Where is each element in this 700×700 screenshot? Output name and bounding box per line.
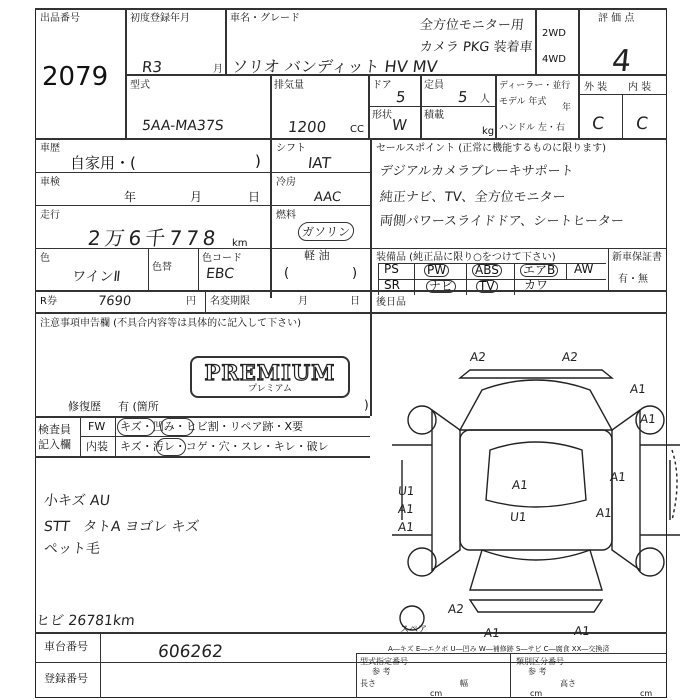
yen-unit: 円 bbox=[186, 296, 196, 307]
sales-line-1: デジアルカメラブレーキサポート bbox=[379, 164, 575, 179]
score-value: 4 bbox=[610, 44, 633, 79]
reg-label: 登録番号 bbox=[44, 672, 88, 685]
equip-pw: PW bbox=[424, 264, 449, 277]
inspection-day: 日 bbox=[248, 190, 261, 204]
damage-mark: A1 bbox=[397, 502, 415, 516]
lot-number: 2079 bbox=[42, 62, 109, 92]
mileage-label: 走行 bbox=[40, 210, 60, 221]
name-change-label: 名変期限 bbox=[210, 296, 250, 307]
chassis-label: 車台番号 bbox=[44, 640, 88, 653]
equip-abs: ABS bbox=[472, 264, 502, 277]
sales-line-2: 純正ナビ、TV、全方位モニター bbox=[379, 190, 567, 205]
displacement-label: 排気量 bbox=[274, 80, 304, 91]
sales-label: セールスポイント (正常に機能するものに限ります) bbox=[376, 143, 607, 154]
seats-label: 定員 bbox=[424, 80, 444, 91]
model-label: 型式 bbox=[130, 80, 150, 91]
history-close: ) bbox=[255, 152, 261, 170]
exterior-value: C bbox=[590, 114, 605, 134]
equip-ps: PS bbox=[384, 262, 399, 276]
damage-mark: A1 bbox=[483, 626, 501, 640]
fw-items: キズ・凹み・ヒビ割・リペア跡・X要 bbox=[120, 420, 304, 433]
fw-label: FW bbox=[88, 420, 106, 433]
color-label: 色 bbox=[40, 253, 50, 264]
light-oil: 軽 油 bbox=[304, 249, 330, 262]
exterior-label: 外 装 bbox=[584, 82, 608, 93]
damage-mark: A1 bbox=[629, 382, 647, 396]
year-unit: 年 bbox=[562, 103, 572, 113]
inspection-year: 年 bbox=[124, 190, 137, 204]
repair-value: 有 (箇所 bbox=[118, 400, 159, 413]
damage-mark: A1 bbox=[511, 478, 529, 492]
handle-label: ハンドル 左・右 bbox=[499, 123, 565, 133]
shape-value: W bbox=[391, 116, 408, 134]
equip-aw: AW bbox=[574, 262, 594, 276]
interior-value: C bbox=[634, 114, 649, 134]
inspector-label: 検査員 記入欄 bbox=[38, 423, 71, 451]
damage-mark: U1 bbox=[509, 510, 528, 524]
fw-ring-1 bbox=[117, 418, 155, 436]
category-label: 類別区分番号 bbox=[516, 657, 564, 666]
color-value: ワインⅡ bbox=[71, 269, 122, 285]
person-unit: 人 bbox=[480, 94, 490, 105]
inspection-label: 車検 bbox=[40, 177, 60, 188]
damage-legend: A―キズ E―エクボ U―凹み W―補修跡 S―サビ C―腐食 XX―交換済 bbox=[388, 645, 610, 653]
damage-mark: A2 bbox=[469, 350, 487, 364]
recycle-value: 7690 bbox=[97, 294, 132, 309]
score-label: 評 価 点 bbox=[598, 13, 635, 24]
damage-mark: U1 bbox=[397, 484, 416, 498]
width-label: 幅 bbox=[460, 679, 468, 688]
damage-mark: A1 bbox=[595, 506, 613, 520]
displacement-value: 1200 bbox=[287, 118, 328, 136]
km-unit: km bbox=[232, 238, 248, 249]
first-reg-value: R3 bbox=[141, 58, 163, 76]
inspector-note-4: ヒビ 26781km bbox=[35, 613, 136, 629]
car-outline bbox=[372, 300, 700, 640]
damage-mark: A1 bbox=[573, 624, 591, 638]
grade-note-2: カメラ PKG 装着車 bbox=[419, 40, 534, 55]
inspection-month: 月 bbox=[190, 190, 203, 204]
ac-label: 冷房 bbox=[276, 177, 296, 188]
fuel-label: 燃料 bbox=[276, 210, 296, 221]
cc-unit: CC bbox=[350, 124, 364, 135]
inspector-note-2: STT タトA ヨゴレ キズ bbox=[43, 519, 201, 535]
inspector-note-3: ペット毛 bbox=[43, 541, 101, 557]
mileage-value: 2万6千778 bbox=[86, 226, 221, 250]
interior-items: キズ・汚レ・コゲ・穴・スレ・キレ・破レ bbox=[120, 440, 329, 453]
length-label: 長さ bbox=[360, 679, 376, 688]
fw-ring-2 bbox=[160, 418, 194, 436]
doors-label: ドア bbox=[372, 80, 392, 91]
model-year-label: モデル 年式 bbox=[499, 97, 547, 107]
equip-airbag: エアB bbox=[520, 264, 558, 277]
equip-label: 装備品 (純正品に限り○をつけて下さい) bbox=[376, 252, 556, 263]
damage-mark: A2 bbox=[561, 350, 579, 364]
car-grade-label: 車名・グレード bbox=[230, 13, 300, 24]
damage-mark: A1 bbox=[639, 412, 657, 426]
premium-stamp bbox=[190, 356, 350, 398]
spare-label: スペア bbox=[400, 625, 428, 635]
color-code-label: 色コード bbox=[202, 253, 242, 264]
shift-label: シフト bbox=[276, 143, 306, 154]
color-change-label: 色替 bbox=[152, 262, 172, 273]
inspector-note-1: 小キズ AU bbox=[43, 493, 111, 509]
recycle-label: R券 bbox=[40, 296, 57, 307]
damage-mark: A1 bbox=[397, 520, 415, 534]
cm-unit-1: cm bbox=[430, 689, 443, 698]
doors-value: 5 bbox=[395, 88, 407, 106]
chassis-value: 606262 bbox=[156, 642, 224, 662]
kg-unit: kg bbox=[482, 126, 495, 137]
load-label: 積載 bbox=[424, 110, 444, 121]
int-ring-1 bbox=[156, 438, 186, 456]
premium-title: PREMIUM bbox=[204, 360, 336, 385]
cm-unit-2: cm bbox=[530, 689, 543, 698]
drive-2wd: 2WD bbox=[542, 28, 566, 39]
dealer-label: ディーラー・並行 bbox=[499, 81, 571, 91]
history-value: 自家用・( bbox=[70, 154, 136, 172]
grade-note-1: 全方位モニター用 bbox=[419, 18, 525, 33]
warranty-value: 有・無 bbox=[618, 274, 648, 285]
name-day: 日 bbox=[350, 296, 360, 307]
premium-subtitle: プレミアム bbox=[247, 384, 292, 394]
warranty-label: 新車保証書 bbox=[612, 252, 662, 263]
sales-line-3: 両側パワースライドドア、シートヒーター bbox=[379, 214, 625, 229]
equip-navi: ナビ bbox=[426, 280, 456, 293]
interior-row-label: 内装 bbox=[86, 440, 108, 453]
ref-label-1: 参 考 bbox=[372, 667, 391, 676]
repair-close: ) bbox=[364, 398, 369, 412]
month-unit: 月 bbox=[213, 64, 223, 75]
repair-label: 修復歴 bbox=[68, 400, 101, 413]
ac-value: AAC bbox=[313, 190, 342, 205]
cm-unit-3: cm bbox=[640, 689, 653, 698]
equip-leather: カワ bbox=[524, 278, 549, 292]
model-value: 5AA-MA37S bbox=[141, 118, 225, 134]
lot-label: 出品番号 bbox=[40, 13, 80, 24]
drive-4wd: 4WD bbox=[542, 54, 566, 65]
equip-tv: TV bbox=[476, 280, 498, 293]
paren-close: ) bbox=[352, 266, 358, 281]
height-label: 高さ bbox=[560, 679, 576, 688]
color-code-value: EBC bbox=[205, 266, 235, 282]
equip-sr: SR bbox=[384, 278, 400, 292]
name-month: 月 bbox=[298, 296, 308, 307]
damage-mark: A1 bbox=[609, 470, 627, 484]
seats-value: 5 bbox=[457, 88, 469, 106]
fuel-value: ガソリン bbox=[297, 222, 355, 241]
first-reg-label: 初度登録年月 bbox=[130, 13, 190, 24]
interior-label: 内 装 bbox=[628, 82, 652, 93]
damage-mark: A2 bbox=[447, 602, 465, 616]
ref-label-2: 参 考 bbox=[528, 667, 547, 676]
car-damage-diagram bbox=[372, 300, 700, 640]
history-label: 車歴 bbox=[40, 143, 60, 154]
form-code-label: 型式指定番号 bbox=[360, 657, 408, 666]
shape-label: 形状 bbox=[372, 110, 392, 121]
paren-open: ( bbox=[284, 266, 290, 281]
car-grade-value: ソリオ バンディット HV MV bbox=[230, 57, 439, 76]
shift-value: IAT bbox=[307, 154, 332, 172]
notes-label: 注意事項申告欄 (不具合内容等は具体的に記入して下さい) bbox=[40, 318, 301, 329]
delivery-label: 後日品 bbox=[376, 297, 406, 308]
